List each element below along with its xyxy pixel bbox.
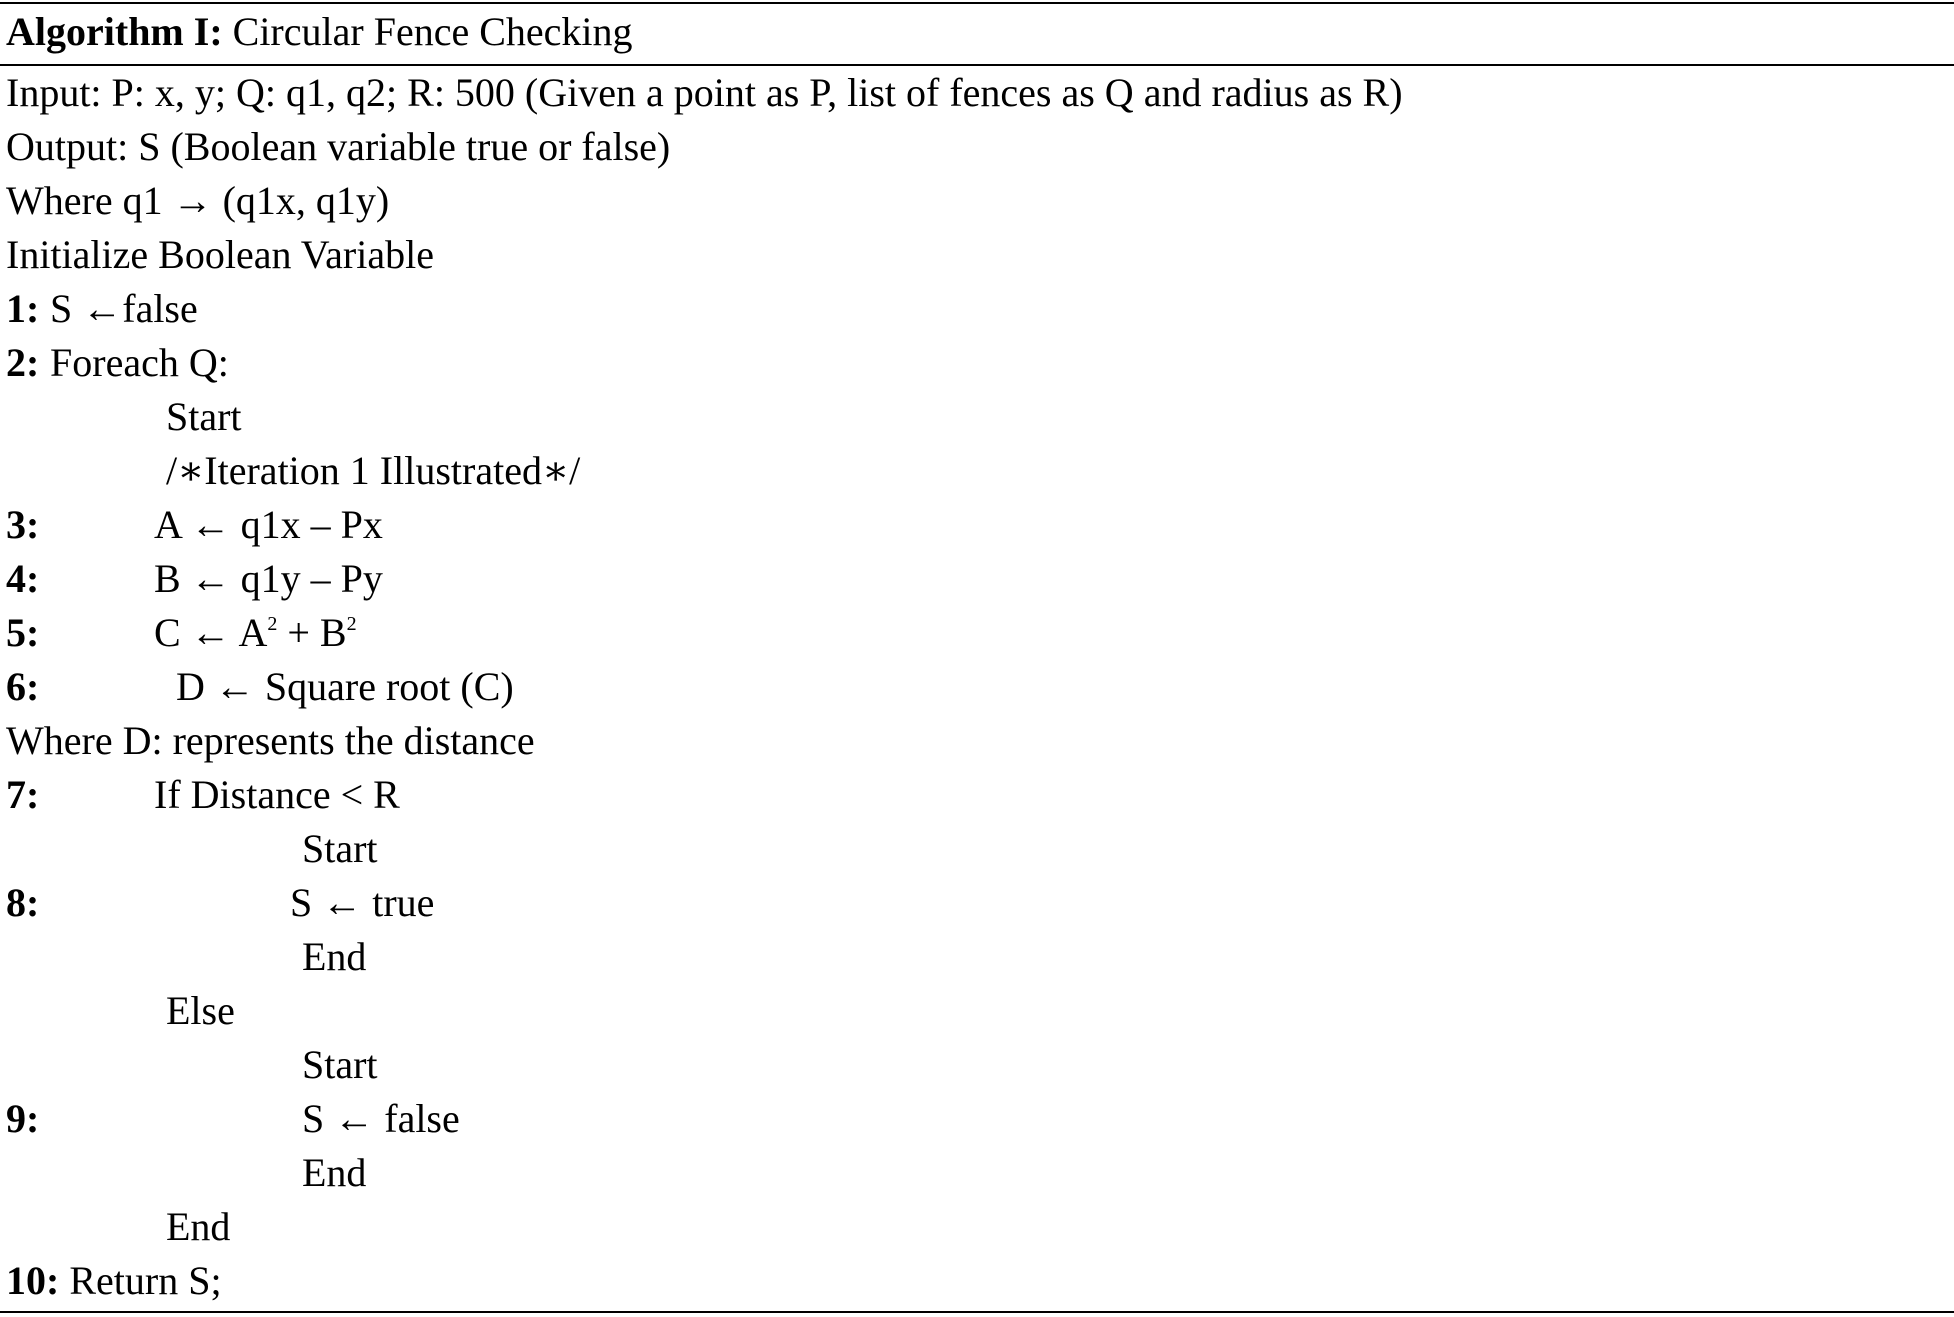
start-if-line <box>6 822 1946 876</box>
else-line <box>6 984 1946 1038</box>
bottom-rule <box>0 1311 1954 1313</box>
algorithm-body <box>6 66 1946 1308</box>
step-1 <box>6 282 1946 336</box>
step-8 <box>6 876 1946 930</box>
step-2 <box>6 336 1946 390</box>
step-2-number: 2: <box>6 340 40 385</box>
step-3-number: 3: <box>6 502 40 547</box>
start-if-text: Start <box>302 826 378 871</box>
step-4-text: B ← q1y – Py <box>154 556 383 601</box>
step-7 <box>6 768 1946 822</box>
start-outer-text: Start <box>166 394 242 439</box>
step-8-text: S ← true <box>290 880 435 925</box>
step-9 <box>6 1092 1946 1146</box>
comment-line <box>6 444 1946 498</box>
step-10 <box>6 1254 1946 1308</box>
step-10-text <box>6 1254 222 1308</box>
step-8-number: 8: <box>6 880 40 925</box>
input-line <box>6 66 1946 120</box>
step-5-mid: + B <box>277 610 347 655</box>
step-3-text: A ← q1x – Px <box>154 502 383 547</box>
end-if-text: End <box>302 934 367 979</box>
input-text: Input: P: x, y; Q: q1, q2; R: 500 (Given a point as P, list of fences as Q and radius as R) <box>6 70 1403 115</box>
init-text: Initialize Boolean Variable <box>6 232 434 277</box>
step-6-text: D ← Square root (C) <box>176 664 514 709</box>
output-text: Output: S (Boolean variable true or false) <box>6 124 671 169</box>
algorithm-label: Algorithm I: <box>6 9 223 54</box>
start-else-line <box>6 1038 1946 1092</box>
init-line <box>6 228 1946 282</box>
where-d-text: Where D: represents the distance <box>6 718 535 763</box>
step-10-body: Return S; <box>59 1258 222 1303</box>
end-outer-text: End <box>166 1204 231 1249</box>
where-q1-text: Where q1 → (q1x, q1y) <box>6 178 390 223</box>
algorithm-title <box>6 7 633 57</box>
algorithm-name: Circular Fence Checking <box>232 9 633 54</box>
end-outer-line <box>6 1200 1946 1254</box>
where-q1-line <box>6 174 1946 228</box>
step-1-text: S ←false <box>50 286 198 331</box>
step-7-text: If Distance < R <box>154 772 400 817</box>
top-rule <box>0 2 1954 4</box>
step-4 <box>6 552 1946 606</box>
step-5-sup-a: 2 <box>267 613 278 635</box>
step-3 <box>6 498 1946 552</box>
step-5-text <box>154 606 357 667</box>
else-text: Else <box>166 988 235 1033</box>
end-if-line <box>6 930 1946 984</box>
step-5-number: 5: <box>6 610 40 655</box>
step-10-number: 10: <box>6 1258 60 1303</box>
step-5 <box>6 606 1946 660</box>
end-else-line <box>6 1146 1946 1200</box>
step-2-text: Foreach Q: <box>50 340 229 385</box>
start-else-text: Start <box>302 1042 378 1087</box>
start-outer-line <box>6 390 1946 444</box>
end-else-text: End <box>302 1150 367 1195</box>
step-9-number: 9: <box>6 1096 40 1141</box>
step-6 <box>6 660 1946 714</box>
comment-text: /∗Iteration 1 Illustrated∗/ <box>166 448 581 493</box>
step-6-number: 6: <box>6 664 40 709</box>
step-4-number: 4: <box>6 556 40 601</box>
where-d-line <box>6 714 1946 768</box>
step-5-sup-b: 2 <box>346 613 357 635</box>
step-9-text: S ← false <box>302 1096 460 1141</box>
step-7-number: 7: <box>6 772 40 817</box>
step-1-number: 1: <box>6 286 40 331</box>
output-line <box>6 120 1946 174</box>
step-5-pre: C ← A <box>154 610 268 655</box>
